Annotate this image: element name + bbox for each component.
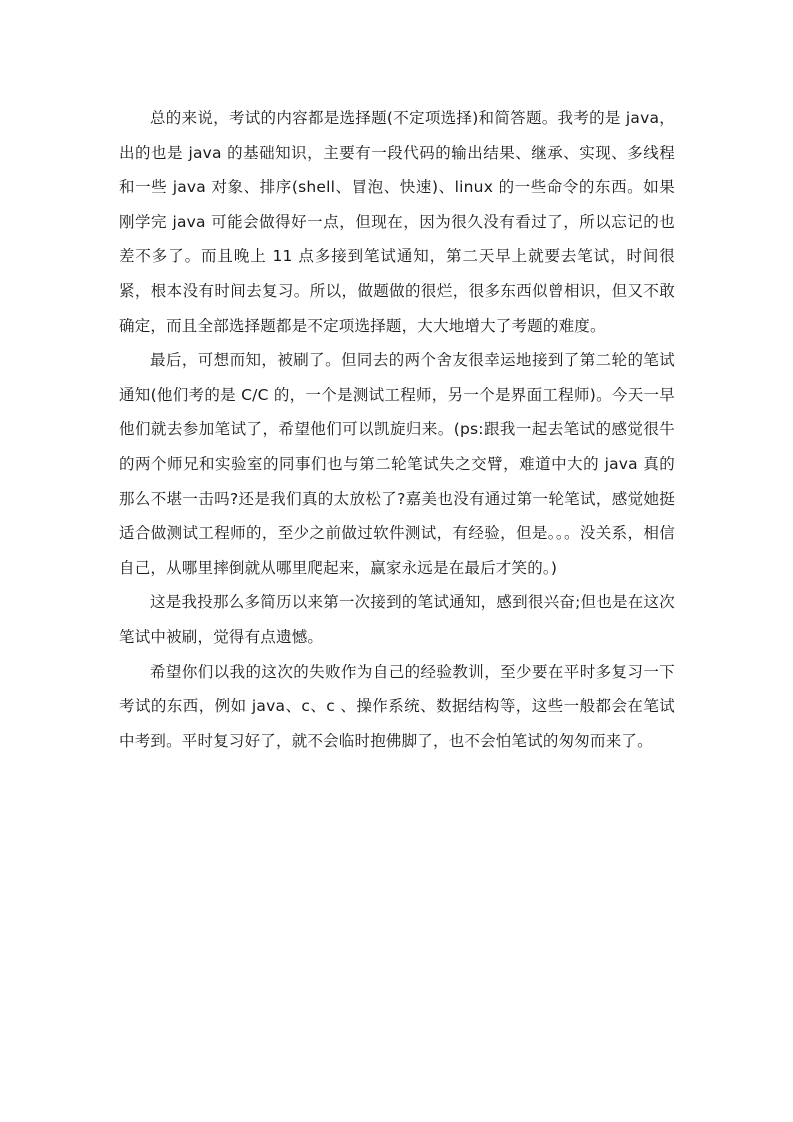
- paragraph-result: 最后，可想而知，被刷了。但同去的两个舍友很幸运地接到了第二轮的笔试通知(他们考的是 C/C 的，一个是测试工程师，另一个是界面工程师)。今天一早他们就去参加笔试了，希望他们可以凯旋归来。(ps:跟我一起去笔试的感觉很牛的两个师兄和实验室的同事们也与第二轮笔试失之交臂，难道中大的 java 真的那么不堪一击吗?还是我们真的太放松了?嘉美也没有通过第一轮笔试，感觉她挺适合做测试工程师的，至少之前做过软件测试，有经验，但是。。。没关系，相信自己，从哪里摔倒就从哪里爬起来，赢家永远是在最后才笑的。): [119, 351, 675, 577]
- paragraph-exam-content: 总的来说，考试的内容都是选择题(不定项选择)和简答题。我考的是 java，出的也是 java 的基础知识，主要有一段代码的输出结果、继承、实现、多线程和一些 java 对象、排序(shell、冒泡、快速)、linux 的一些命令的东西。如果刚学完 java 可能会做得好一点，但现在，因为很久没有看过了，所以忘记的也差不多了。而且晚上 11 点多接到笔试通知，第二天早上就要去笔试，时间很紧，根本没有时间去复习。所以，做题做的很烂，很多东西似曾相识，但又不敢确定，而且全部选择题都是不定项选择题，大大地增大了考题的难度。: [119, 109, 675, 335]
- document-body: [119, 101, 675, 758]
- paragraph-first-notice: 这是我投那么多简历以来第一次接到的笔试通知，感到很兴奋;但也是在这次笔试中被刷，觉得有点遗憾。: [119, 593, 675, 646]
- paragraph-advice: 希望你们以我的这次的失败作为自己的经验教训，至少要在平时多复习一下考试的东西，例如 java、c、c 、操作系统、数据结构等，这些一般都会在笔试中考到。平时复习好了，就不会临时抱佛脚了，也不会怕笔试的匆匆而来了。: [119, 662, 675, 750]
